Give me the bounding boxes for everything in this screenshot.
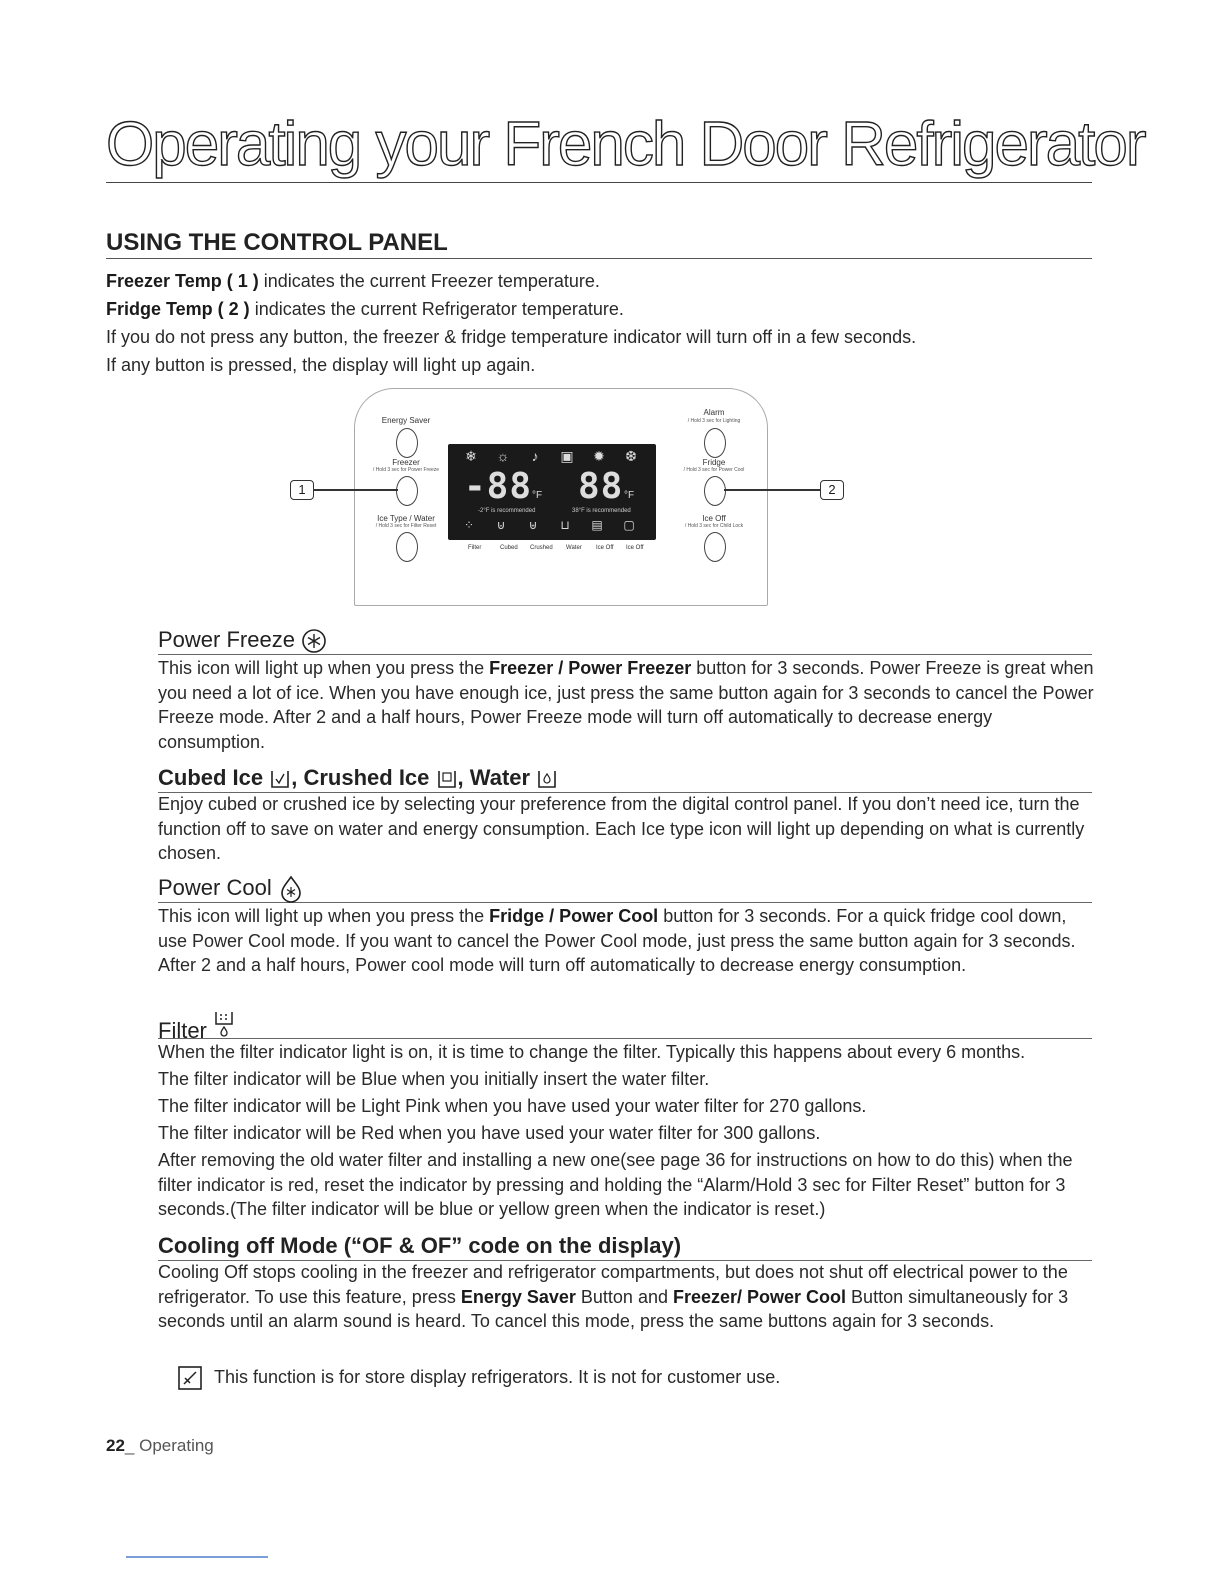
bottom-label-ice-off-2: Ice Off (626, 545, 644, 551)
bottom-label-ice-off: Ice Off (596, 545, 614, 551)
filter-p5: After removing the old water filter and installing a new one(see page 36 for instructions on how to do this) when the filter indicator is red, reset the indicator by pressing and holding the “Alarm/Hold 3 sec for Filter Reset” button for 3 seconds.(The filter indicator will be blue or yellow green when the indicator is reset.) (158, 1150, 1073, 1219)
water-title: , Water (457, 765, 537, 790)
power-freeze-icon (301, 628, 327, 654)
filter-p4: The filter indicator will be Red when you have used your water filter for 300 gallons. (158, 1123, 821, 1143)
intro-freezer-line (106, 267, 1106, 295)
callout-1: 1 (290, 480, 314, 500)
ice-type-button[interactable] (396, 532, 418, 562)
callout-2-line (724, 489, 820, 491)
power-freeze-text: This icon will light up when you press the Freezer / Power Freezer button for 3 seconds. Power Freeze is great when you need a lot of ice. When you have enough ice, just press the same button again for 3 seconds to cancel the Power Freeze mode. After 2 and a half hours, Power Freeze mode will turn off automatically to decrease energy consumption. (158, 658, 1094, 752)
bottom-label-cubed: Cubed (500, 545, 518, 551)
power-cool-icon (278, 875, 304, 903)
callout-2: 2 (820, 480, 844, 500)
crushed-ice-icon (436, 767, 458, 791)
ice-text: Enjoy cubed or crushed ice by selecting your preference from the digital control panel. If you don’t need ice, turn the function off to save on water and energy consumption. Each Ice type icon will light up depending on what is currently chosen. (158, 794, 1085, 863)
lighting-display-icon: ✹ (593, 448, 605, 464)
power-cool-display-icon: ❆ (625, 448, 637, 464)
intro-fridge-line (106, 295, 1106, 323)
section-title: USING THE CONTROL PANEL (106, 228, 1092, 259)
footer-rule (126, 1556, 268, 1558)
water-display-icon: ⊔ (560, 518, 570, 532)
freezer-temp-label: Freezer Temp ( 1 ) (106, 271, 259, 291)
cubed-ice-display-icon: ⊍ (496, 518, 506, 532)
bottom-label-filter: Filter (468, 545, 482, 551)
crushed-ice-display-icon: ⊎ (528, 518, 538, 532)
cooling-off-heading: Cooling off Mode (“OF & OF” code on the display) (158, 1232, 1092, 1261)
ice-type-label: Ice Type / Water (377, 514, 435, 523)
fridge-unit: °F (624, 490, 635, 501)
power-freeze-heading (158, 626, 1092, 655)
cubed-ice-icon (269, 767, 291, 791)
filter-text (158, 1040, 1098, 1224)
alarm-display-icon: ♪ (531, 448, 539, 464)
fridge-sub-label: / Hold 3 sec for Power Cool (683, 467, 745, 473)
power-freeze-title: Power Freeze (158, 627, 295, 652)
filter-icon (213, 1010, 235, 1040)
ice-type-sub-label: / Hold 3 sec for Filter Reset (375, 523, 437, 529)
digital-display (448, 444, 656, 540)
fridge-temp-label: Fridge Temp ( 2 ) (106, 299, 250, 319)
footer-section: _ Operating (124, 1436, 214, 1455)
crushed-ice-title: , Crushed Ice (291, 765, 436, 790)
page-number: 22 (106, 1436, 125, 1455)
intro-line-4: If any button is pressed, the display will light up again. (106, 355, 536, 375)
lock-display-icon: ▣ (560, 448, 574, 464)
alarm-sub-label: / Hold 3 sec for Lighting (687, 418, 741, 424)
freezer-unit: °F (532, 490, 543, 501)
intro-line-3: If you do not press any button, the freezer & fridge temperature indicator will turn off in a few seconds. (106, 327, 917, 347)
freezer-button[interactable] (396, 476, 418, 506)
ice-heading (158, 764, 1092, 793)
fridge-button[interactable] (704, 476, 726, 506)
note-icon (176, 1364, 204, 1392)
water-icon (536, 767, 558, 791)
fridge-temp-text: indicates the current Refrigerator temperature. (249, 299, 624, 319)
callout-1-line (312, 489, 398, 491)
filter-p2: The filter indicator will be Blue when you initially insert the water filter. (158, 1069, 710, 1089)
control-panel-diagram (354, 388, 768, 606)
freezer-recommended: -2°F is recommended (478, 508, 536, 514)
page-footer (106, 1436, 214, 1456)
ice-off-2-display-icon: ▢ (623, 518, 635, 532)
cooling-off-text: Cooling Off stops cooling in the freezer and refrigerator compartments, but does not shut off electrical power to the refrigerator. To use this feature, press Energy Saver Button and Freezer/ Power Cool Button simultaneously for 3 seconds until an alarm sound is heard. To cancel this mode, press the same buttons again for 3 seconds. (158, 1262, 1069, 1331)
filter-p3: The filter indicator will be Light Pink when you have used your water filter for 270 gallons. (158, 1096, 867, 1116)
alarm-label: Alarm (703, 408, 725, 417)
ice-off-button[interactable] (704, 532, 726, 562)
filter-title: Filter (158, 1018, 207, 1043)
alarm-button[interactable] (704, 428, 726, 458)
bottom-label-water: Water (566, 545, 582, 551)
filter-heading (158, 1010, 1092, 1043)
power-cool-text: This icon will light up when you press the Fridge / Power Cool button for 3 seconds. For a quick fridge cool down, use Power Cool mode. If you want to cancel the Power Cool mode, just press the same button again for 3 seconds. After 2 and a half hours, Power cool mode will turn off automatically to decrease energy consumption. (158, 906, 1076, 975)
page-title: Operating your French Door Refrigerator (106, 108, 1092, 183)
energy-saver-display-icon: ☼ (496, 448, 510, 464)
note-text: This function is for store display refrigerators. It is not for customer use. (214, 1367, 781, 1387)
freezer-sub-label: / Hold 3 sec for Power Freeze (372, 467, 440, 473)
fridge-temp-digits: 88 (578, 466, 624, 507)
energy-saver-button[interactable] (396, 428, 418, 458)
filter-display-icon: ⁘ (463, 518, 475, 532)
freezer-label: Freezer (392, 458, 420, 467)
power-cool-heading (158, 874, 1092, 903)
filter-p1: When the filter indicator light is on, it is time to change the filter. Typically this happens about every 6 months. (158, 1042, 1026, 1062)
ice-off-display-icon: ▤ (591, 518, 603, 532)
cubed-ice-title: Cubed Ice (158, 765, 270, 790)
ice-off-sub-label: / Hold 3 sec for Child Lock (684, 523, 744, 529)
power-freeze-display-icon: ❄ (465, 448, 477, 464)
power-cool-title: Power Cool (158, 875, 272, 900)
fridge-recommended: 38°F is recommended (572, 508, 631, 514)
intro (106, 267, 1106, 379)
energy-saver-label: Energy Saver (381, 416, 431, 425)
note (176, 1364, 1076, 1392)
freezer-temp-text: indicates the current Freezer temperature. (258, 271, 600, 291)
bottom-label-crushed: Crushed (530, 545, 553, 551)
ice-off-label: Ice Off (702, 514, 726, 523)
fridge-label: Fridge (702, 458, 726, 467)
freezer-temp-digits: -88 (464, 466, 533, 507)
